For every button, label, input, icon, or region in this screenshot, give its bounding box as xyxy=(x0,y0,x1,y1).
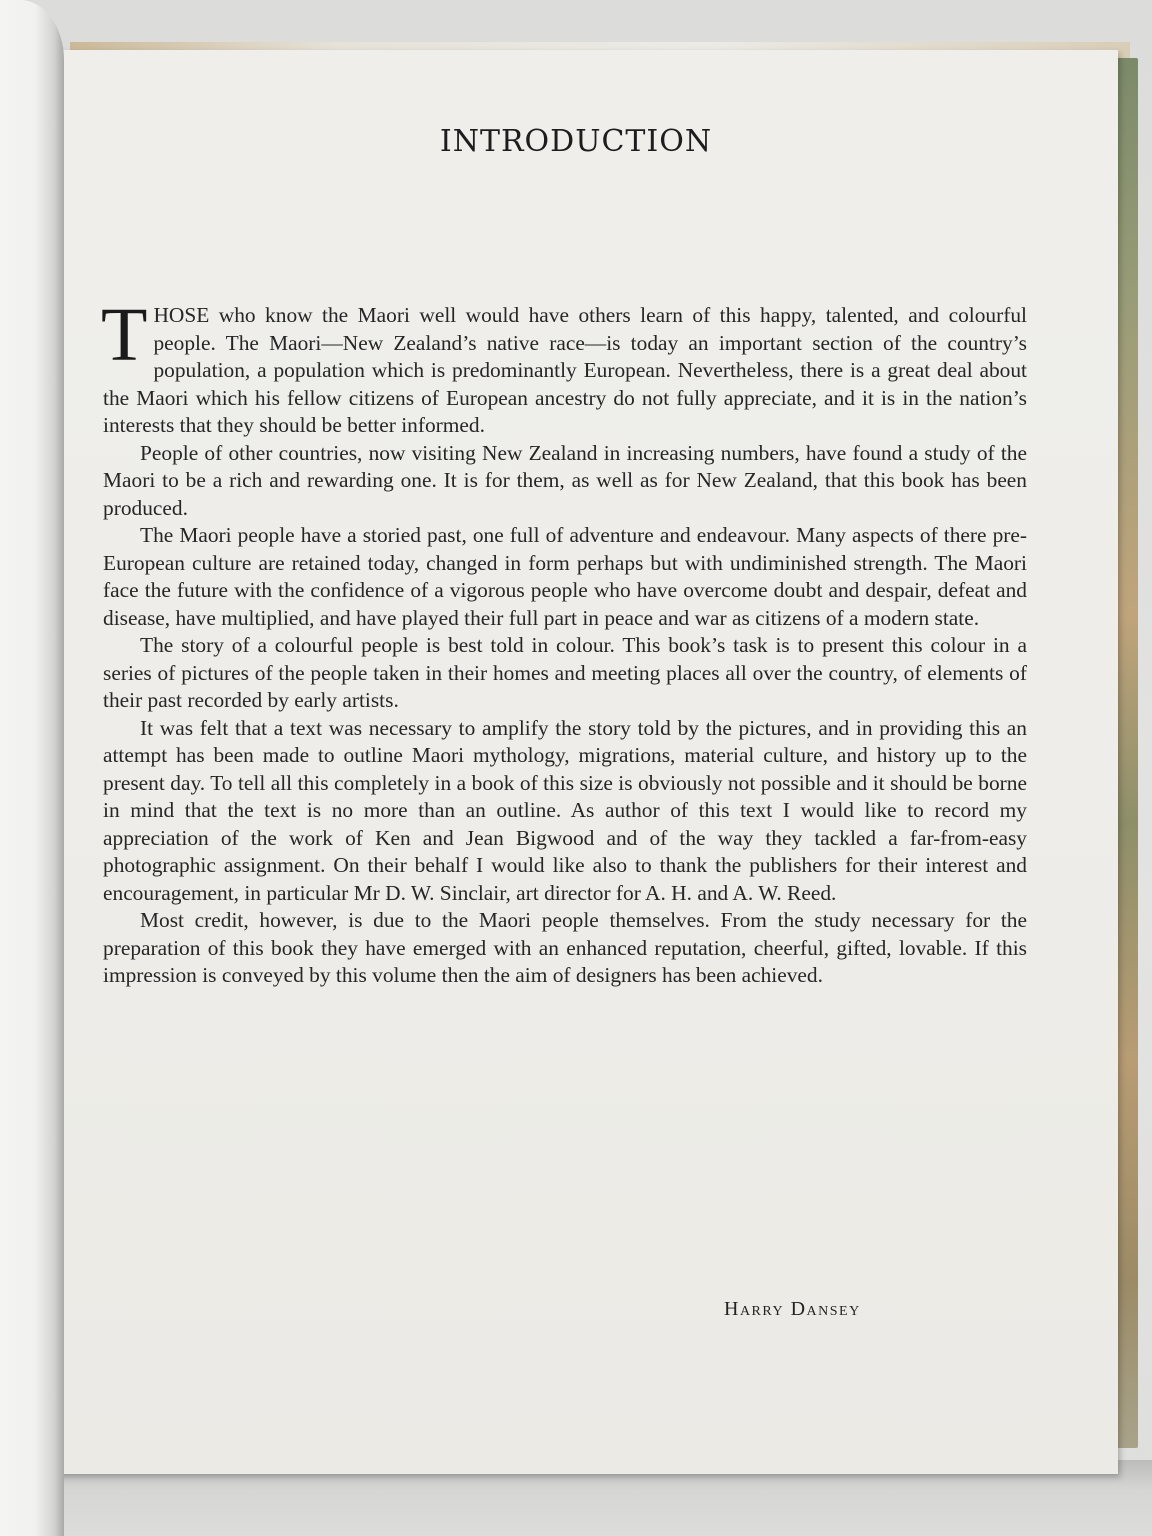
turned-page-leaf xyxy=(0,0,64,1536)
paragraph-1 xyxy=(101,293,1027,440)
paragraph-6: Most credit, however, is due to the Maori people themselves. From the study necessary for the preparation of this book they have emerged with an enhanced reputation, cheerful, gifted, lovable. If this impression is conveyed by this volume then the aim of designers has been achieved. xyxy=(103,908,1027,987)
paragraph-1-text: who know the Maori well would have others learn of this happy, talented, and colourful people. The Maori—New Zealand’s native race—is today an important section of the country’s population, a population which is predominantly European. Nevertheless, there is a great deal about the Maori which his fellow citizens of European ancestry do not fully appreciate, and it is in the nation’s interests that they should be better informed. xyxy=(103,303,1027,437)
introduction-text xyxy=(101,293,1027,990)
author-signature: Harry Dansey xyxy=(724,1298,861,1320)
page-title: INTRODUCTION xyxy=(439,124,713,159)
drop-cap: T xyxy=(101,293,148,377)
paragraph-3: The Maori people have a storied past, one full of adventure and endeavour. Many aspects of there pre-European culture are retained today, changed in form perhaps but with undiminished strength. The Maori face the future with the confidence of a vigorous people who have overcome doubt and despair, defeat and disease, have multiplied, and have played their full part in peace and war as citizens of a modern state. xyxy=(103,523,1027,630)
first-word-rest: HOSE xyxy=(153,303,210,327)
paragraph-5: It was felt that a text was necessary to amplify the story told by the pictures, and in providing this an attempt has been made to outline Maori mythology, migrations, material culture, and history up to the present day. To tell all this completely in a book of this size is obviously not possible and it should be borne in mind that the text is no more than an outline. As author of this text I would like to record my appreciation of the work of Ken and Jean Bigwood and of the way they tackled a far-from-easy photographic assignment. On their behalf I would like also to thank the publishers for their interest and encouragement, in particular Mr D. W. Sinclair, art director for A. H. and A. W. Reed. xyxy=(103,715,1027,905)
paragraph-4: The story of a colourful people is best told in colour. This book’s task is to present this colour in a series of pictures of the people taken in their homes and meeting places all over the country, of elements of their past recorded by early artists. xyxy=(103,633,1027,712)
paragraph-2: People of other countries, now visiting New Zealand in increasing numbers, have found a study of the Maori to be a rich and rewarding one. It is for them, as well as for New Zealand, that this book has been produced. xyxy=(103,440,1027,520)
